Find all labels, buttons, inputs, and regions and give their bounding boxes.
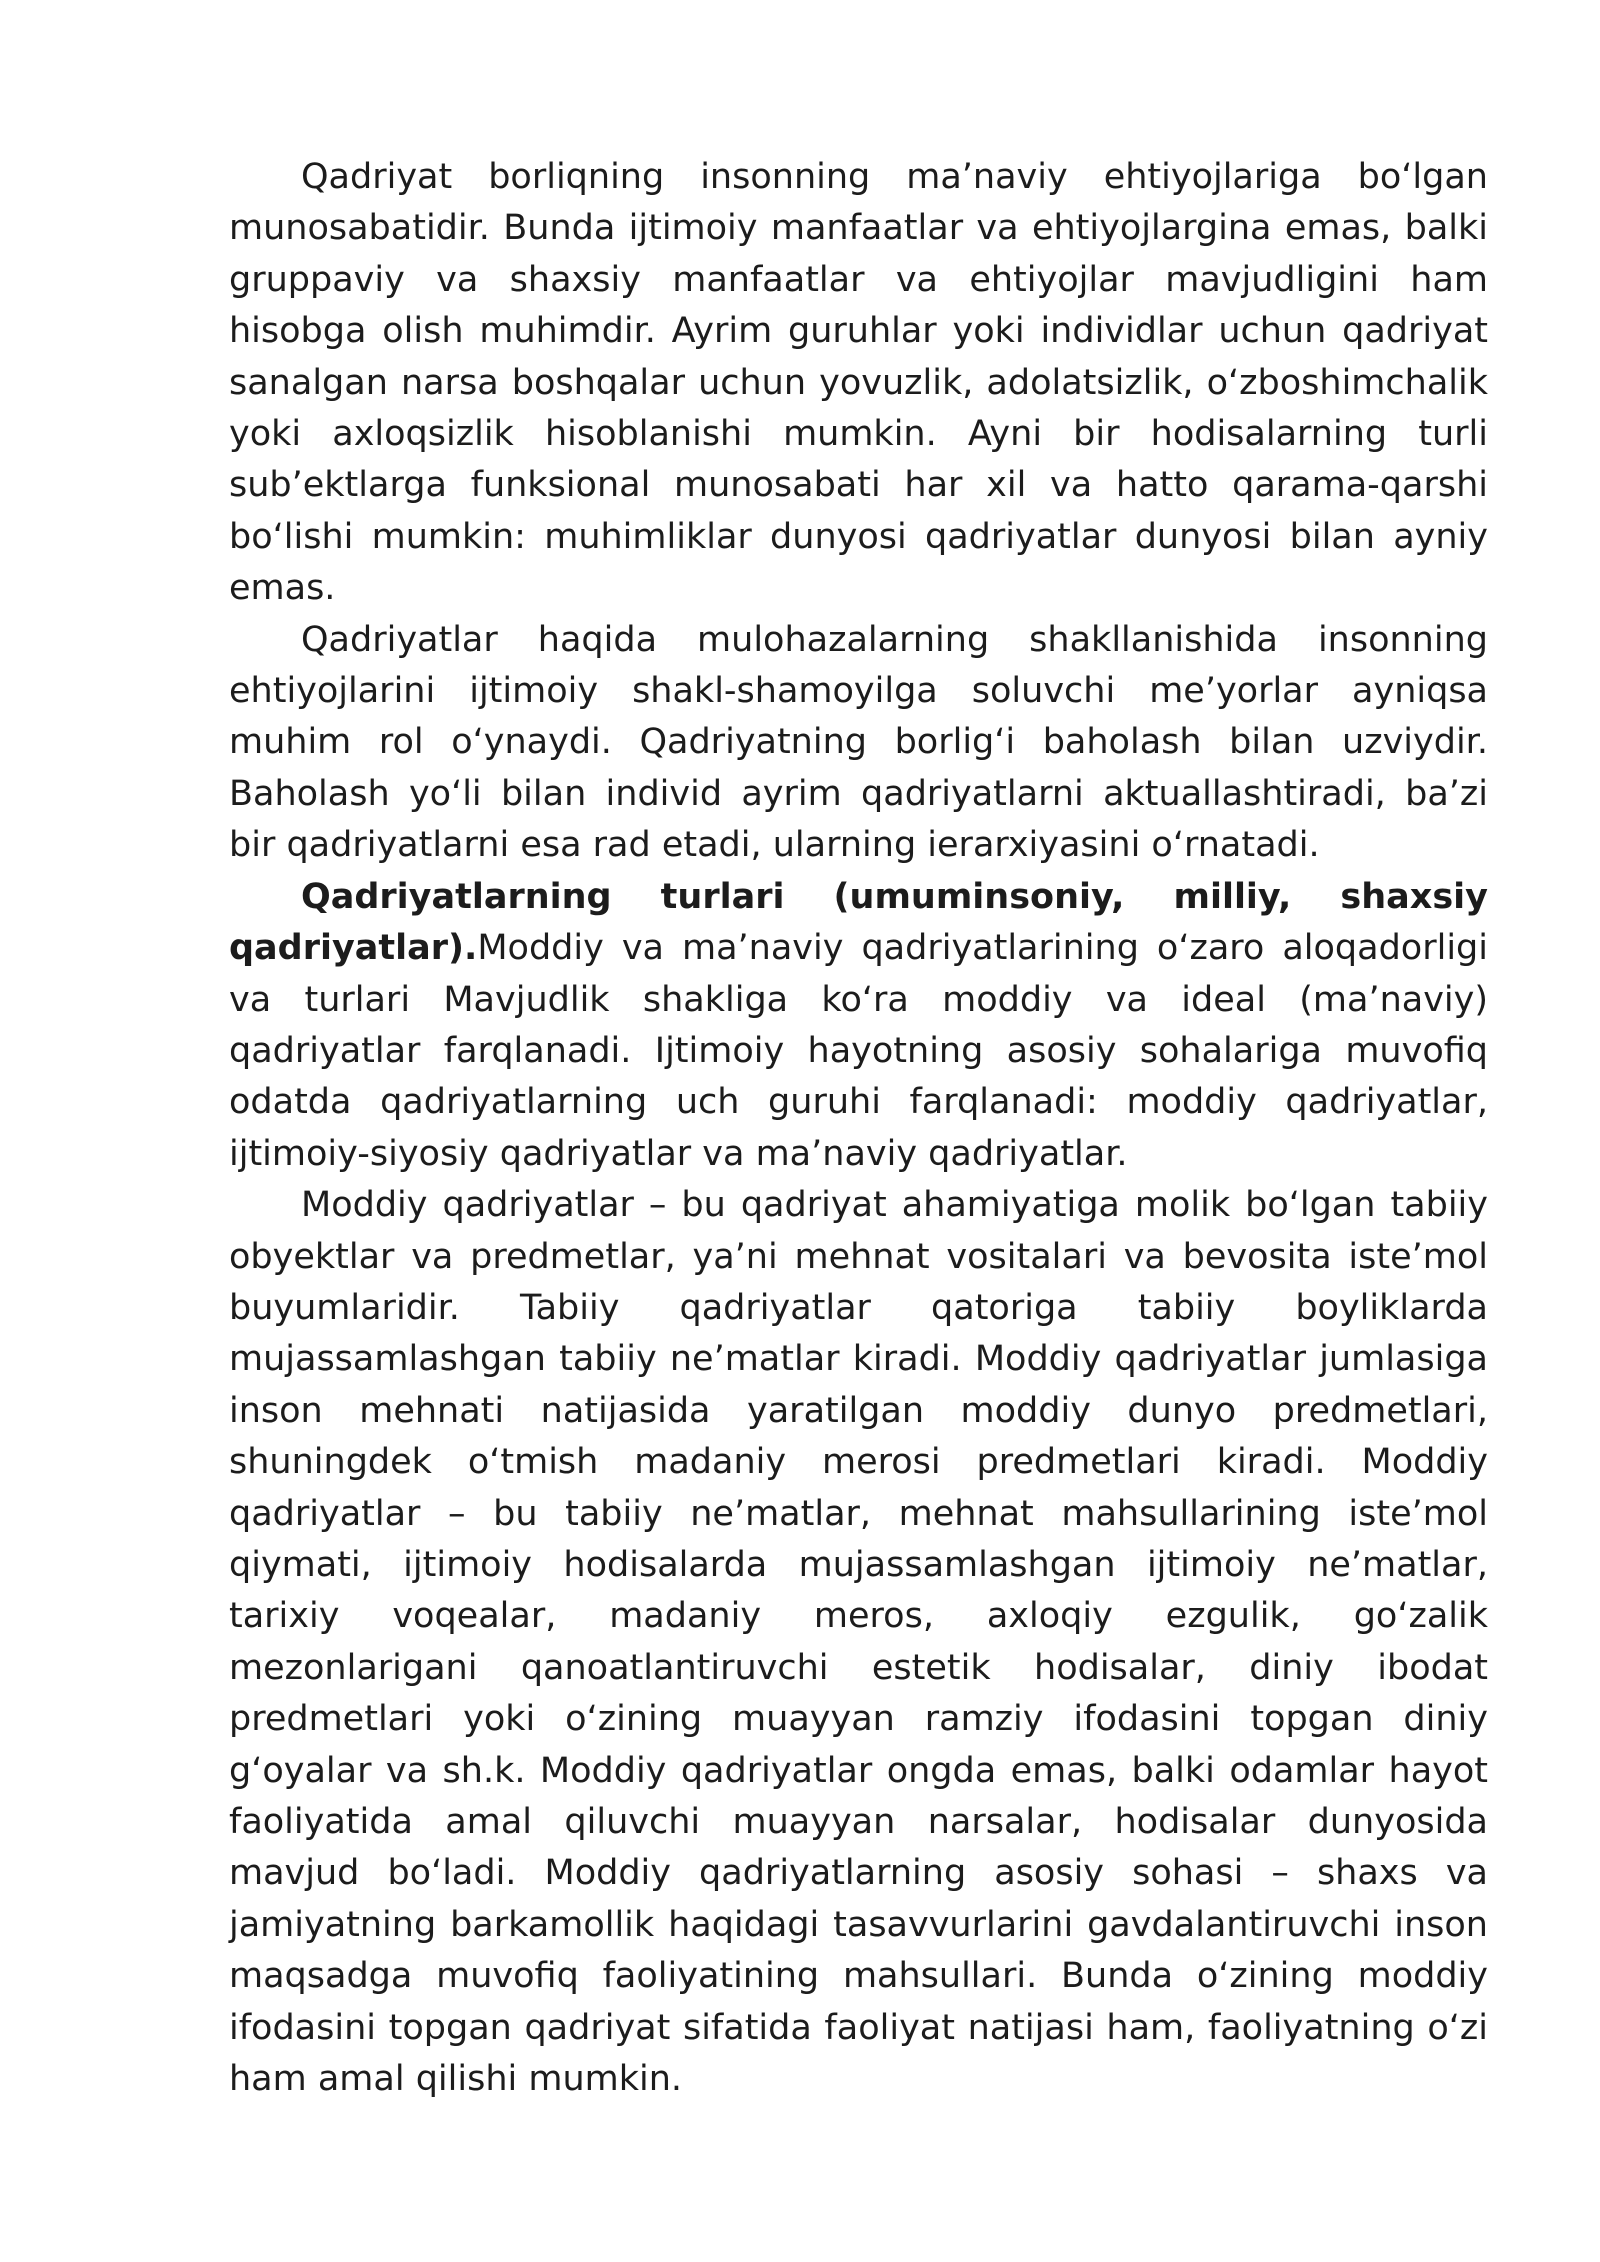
section-text: Moddiy va ma’naviy qadriyatlarining o‘zaro aloqadorligi va turlari Mavjudlik shakliga ko‘ra moddiy va ideal (ma’naviy) qadriyatlar farqlanadi. Ijtimoiy hayotning asosiy sohalariga muvofiq odatda qadriyatlarning uch guruhi farqlanadi: moddiy qadriyatlar, ijtimoiy-siyosiy qadriyatlar va ma’naviy qadriyatlar. [229, 928, 1488, 1174]
paragraph-types [229, 872, 1488, 1180]
document-page [229, 152, 1488, 2105]
section-heading: Qadriyatlarning turlari (umuminsoniy, milliy, shaxsiy qadriyatlar). [229, 876, 1488, 969]
paragraph-material-values: Moddiy qadriyatlar – bu qadriyat ahamiyatiga molik bo‘lgan tabiiy obyektlar va predmetlar, ya’ni mehnat vositalari va bevosita iste’mol buyumlaridir. Tabiiy qadriyatlar qatoriga tabiiy boyliklarda mujassamlashgan tabiiy ne’matlar kiradi. Moddiy qadriyatlar jumlasiga inson mehnati natijasida yaratilgan moddiy dunyo predmetlari, shuningdek o‘tmish madaniy merosi predmetlari kiradi. Moddiy qadriyatlar – bu tabiiy ne’matlar, mehnat mahsullarining iste’mol qiymati, ijtimoiy hodisalarda mujassamlashgan ijtimoiy ne’matlar, tarixiy voqealar, madaniy meros, axloqiy ezgulik, go‘zalik mezonlarigani qanoatlantiruvchi estetik hodisalar, diniy ibodat predmetlari yoki o‘zining muayyan ramziy ifodasini topgan diniy g‘oyalar va sh.k. Moddiy qadriyatlar ongda emas, balki odamlar hayot faoliyatida amal qiluvchi muayyan narsalar, hodisalar dunyosida mavjud bo‘ladi. Moddiy qadriyatlarning asosiy sohasi – shaxs va jamiyatning barkamollik haqidagi tasavvurlarini gavdalantiruvchi inson maqsadga muvofiq faoliyatining mahsullari. Bunda o‘zining moddiy ifodasini topgan qadriyat sifatida faoliyat natijasi ham, faoliyatning o‘zi ham amal qilishi mumkin. [229, 1185, 1488, 2100]
paragraph-evaluation: Qadriyatlar haqida mulohazalarning shakllanishida insonning ehtiyojlarini ijtimoiy shakl-shamoyilga soluvchi me’yorlar ayniqsa muhim rol o‘ynaydi. Qadriyatning borlig‘i baholash bilan uzviydir. Baholash yo‘li bilan individ ayrim qadriyatlarni aktuallashtiradi, ba’zi bir qadriyatlarni esa rad etadi, ularning ierarxiyasini o‘rnatadi. [229, 619, 1488, 866]
paragraph-definition: Qadriyat borliqning insonning ma’naviy ehtiyojlariga bo‘lgan munosabatidir. Bunda ijtimoiy manfaatlar va ehtiyojlargina emas, balki gruppaviy va shaxsiy manfaatlar va ehtiyojlar mavjudligini ham hisobga olish muhimdir. Ayrim guruhlar yoki individlar uchun qadriyat sanalgan narsa boshqalar uchun yovuzlik, adolatsizlik, o‘zboshimchalik yoki axloqsizlik hisoblanishi mumkin. Ayni bir hodisalarning turli sub’ektlarga funksional munosabati har xil va hatto qarama-qarshi bo‘lishi mumkin: muhimliklar dunyosi qadriyatlar dunyosi bilan ayniy emas. [229, 157, 1488, 609]
